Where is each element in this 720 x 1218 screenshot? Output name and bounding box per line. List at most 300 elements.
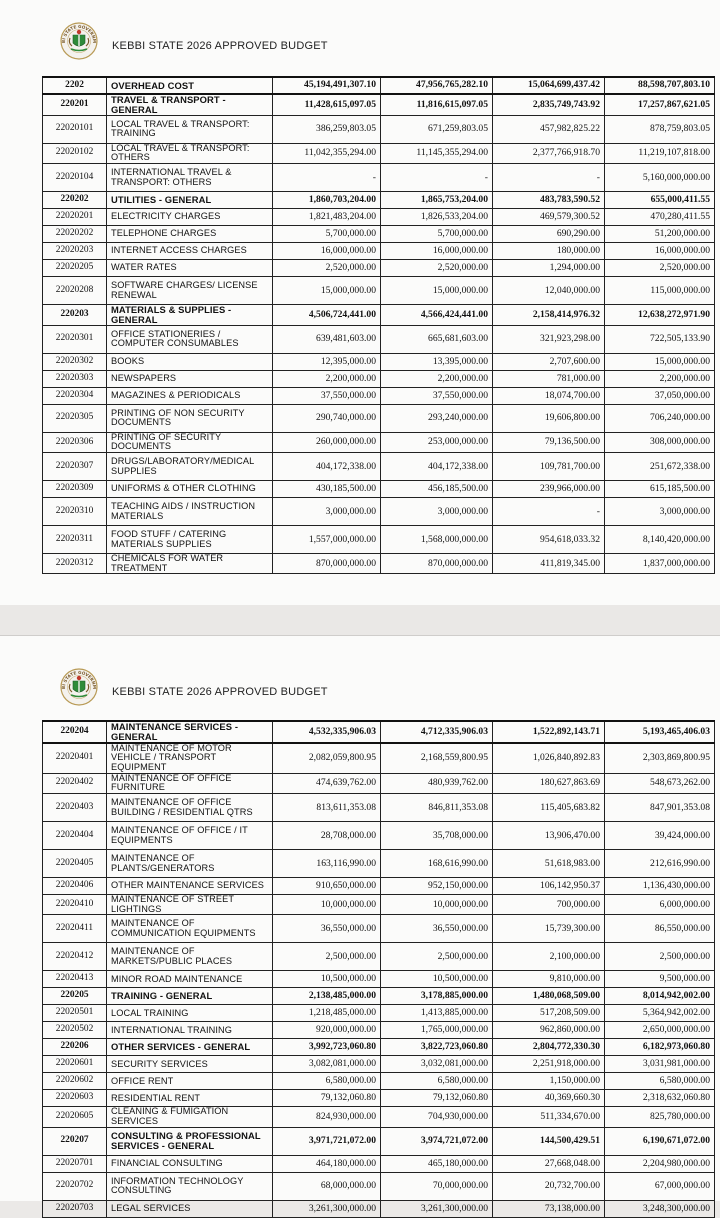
amount-cell: 1,480,068,509.00 [493, 988, 605, 1005]
amount-cell: 6,182,973,060.80 [605, 1039, 715, 1056]
amount-cell: 1,860,703,204.00 [273, 192, 381, 209]
table-row-heading [43, 305, 715, 326]
amount-cell: 962,860,000.00 [493, 1022, 605, 1039]
table-row [43, 1090, 715, 1107]
amount-cell: 12,040,000.00 [493, 277, 605, 305]
amount-cell: 106,142,950.37 [493, 878, 605, 895]
account-code-cell: 22020203 [43, 243, 107, 260]
amount-cell: 3,000,000.00 [605, 498, 715, 526]
amount-cell: 6,190,671,072.00 [605, 1127, 715, 1155]
description-cell: TEACHING AIDS / INSTRUCTION MATERIALS [107, 498, 273, 526]
account-code-cell: 22020701 [43, 1155, 107, 1172]
account-code-cell: 22020703 [43, 1200, 107, 1217]
amount-cell: 79,132,060.80 [381, 1090, 493, 1107]
amount-cell: 722,505,133.90 [605, 325, 715, 353]
table-row-heading [43, 721, 715, 743]
amount-cell: 15,000,000.00 [273, 277, 381, 305]
amount-cell: 3,992,723,060.80 [273, 1039, 381, 1056]
account-code-cell: 22020501 [43, 1005, 107, 1022]
amount-cell: 16,000,000.00 [273, 243, 381, 260]
description-cell: BOOKS [107, 353, 273, 370]
amount-cell: 15,000,000.00 [381, 277, 493, 305]
table-row [43, 1200, 715, 1217]
account-code-cell: 22020102 [43, 143, 107, 163]
amount-cell: 8,140,420,000.00 [605, 526, 715, 554]
amount-cell: 6,580,000.00 [605, 1073, 715, 1090]
table-row [43, 387, 715, 404]
table-row [43, 453, 715, 481]
table-row [43, 743, 715, 773]
account-code-cell: 22020312 [43, 554, 107, 574]
table-row [43, 370, 715, 387]
amount-cell: 68,000,000.00 [273, 1172, 381, 1200]
account-code-cell: 22020413 [43, 971, 107, 988]
kebbi-state-seal-icon [58, 18, 100, 60]
budget-table [42, 76, 715, 574]
table-row [43, 1005, 715, 1022]
amount-cell: 2,835,749,743.92 [493, 94, 605, 115]
amount-cell: 1,826,533,204.00 [381, 209, 493, 226]
amount-cell: 706,240,000.00 [605, 404, 715, 432]
amount-cell: 4,566,424,441.00 [381, 305, 493, 326]
amount-cell: 10,000,000.00 [381, 895, 493, 915]
amount-cell: 639,481,603.00 [273, 325, 381, 353]
account-code-cell: 22020307 [43, 453, 107, 481]
amount-cell: 5,160,000,000.00 [605, 164, 715, 192]
amount-cell: 825,780,000.00 [605, 1107, 715, 1127]
amount-cell: 2,251,918,000.00 [493, 1056, 605, 1073]
table-row [43, 481, 715, 498]
description-cell: NEWSPAPERS [107, 370, 273, 387]
amount-cell: 4,712,335,906.03 [381, 721, 493, 743]
description-cell: CLEANING & FUMIGATION SERVICES [107, 1107, 273, 1127]
amount-cell: 5,700,000.00 [381, 226, 493, 243]
amount-cell: 1,294,000.00 [493, 260, 605, 277]
page-title: KEBBI STATE 2026 APPROVED BUDGET [112, 40, 328, 52]
description-cell: FOOD STUFF / CATERING MATERIALS SUPPLIES [107, 526, 273, 554]
account-code-cell: 22020603 [43, 1090, 107, 1107]
budget-table-body [43, 77, 715, 574]
description-cell: OVERHEAD COST [107, 77, 273, 94]
amount-cell: 1,837,000,000.00 [605, 554, 715, 574]
amount-cell: 3,822,723,060.80 [381, 1039, 493, 1056]
amount-cell: 20,732,700.00 [493, 1172, 605, 1200]
table-row-heading [43, 1039, 715, 1056]
amount-cell: 6,580,000.00 [381, 1073, 493, 1090]
amount-cell: 1,821,483,204.00 [273, 209, 381, 226]
amount-cell: 511,334,670.00 [493, 1107, 605, 1127]
table-row [43, 498, 715, 526]
amount-cell: 2,158,414,976.32 [493, 305, 605, 326]
page-title: KEBBI STATE 2026 APPROVED BUDGET [112, 686, 328, 698]
amount-cell: 952,150,000.00 [381, 878, 493, 895]
account-code-cell: 22020404 [43, 822, 107, 850]
amount-cell: 86,550,000.00 [605, 915, 715, 943]
table-row [43, 971, 715, 988]
table-row [43, 143, 715, 163]
page-header [0, 0, 720, 70]
amount-cell: 45,194,491,307.10 [273, 77, 381, 94]
description-cell: MAINTENANCE SERVICES - GENERAL [107, 721, 273, 743]
amount-cell: 704,930,000.00 [381, 1107, 493, 1127]
amount-cell: 2,303,869,800.95 [605, 743, 715, 773]
account-code-cell: 22020402 [43, 773, 107, 793]
table-row [43, 1155, 715, 1172]
amount-cell: 430,185,500.00 [273, 481, 381, 498]
amount-cell: 2,200,000.00 [605, 370, 715, 387]
description-cell: PRINTING OF SECURITY DOCUMENTS [107, 432, 273, 452]
description-cell: MAINTENANCE OF COMMUNICATION EQUIPMENTS [107, 915, 273, 943]
description-cell: TRAINING - GENERAL [107, 988, 273, 1005]
description-cell: CHEMICALS FOR WATER TREATMENT [107, 554, 273, 574]
amount-cell: 79,136,500.00 [493, 432, 605, 452]
amount-cell: 321,923,298.00 [493, 325, 605, 353]
amount-cell: 67,000,000.00 [605, 1172, 715, 1200]
amount-cell: 1,026,840,892.83 [493, 743, 605, 773]
amount-cell: 10,500,000.00 [381, 971, 493, 988]
amount-cell: 109,781,700.00 [493, 453, 605, 481]
amount-cell: 16,000,000.00 [605, 243, 715, 260]
account-code-cell: 220207 [43, 1127, 107, 1155]
table-row [43, 115, 715, 143]
amount-cell: 6,000,000.00 [605, 895, 715, 915]
amount-cell: 12,638,272,971.90 [605, 305, 715, 326]
amount-cell: 144,500,429.51 [493, 1127, 605, 1155]
amount-cell: 1,568,000,000.00 [381, 526, 493, 554]
amount-cell: 212,616,990.00 [605, 850, 715, 878]
description-cell: SECURITY SERVICES [107, 1056, 273, 1073]
amount-cell: 2,168,559,800.95 [381, 743, 493, 773]
description-cell: LOCAL TRAVEL & TRANSPORT: TRAINING [107, 115, 273, 143]
description-cell: INTERNATIONAL TRAVEL & TRANSPORT: OTHERS [107, 164, 273, 192]
table-row [43, 164, 715, 192]
account-code-cell: 22020205 [43, 260, 107, 277]
amount-cell: 2,520,000.00 [273, 260, 381, 277]
amount-cell: 671,259,803.05 [381, 115, 493, 143]
seal-caption: BI STATE GOVERNM [60, 23, 98, 44]
table-row [43, 915, 715, 943]
amount-cell: 548,673,262.00 [605, 773, 715, 793]
amount-cell: 115,405,683.82 [493, 794, 605, 822]
description-cell: LEGAL SERVICES [107, 1200, 273, 1217]
account-code-cell: 22020601 [43, 1056, 107, 1073]
account-code-cell: 220204 [43, 721, 107, 743]
amount-cell: 180,000.00 [493, 243, 605, 260]
amount-cell: 3,082,081,000.00 [273, 1056, 381, 1073]
description-cell: MAINTENANCE OF OFFICE BUILDING / RESIDENTIAL QTRS [107, 794, 273, 822]
description-cell: FINANCIAL CONSULTING [107, 1155, 273, 1172]
amount-cell: 483,783,590.52 [493, 192, 605, 209]
amount-cell: 9,810,000.00 [493, 971, 605, 988]
table-row-heading [43, 94, 715, 115]
amount-cell: 11,428,615,097.05 [273, 94, 381, 115]
amount-cell: - [493, 164, 605, 192]
table-row [43, 404, 715, 432]
account-code-cell: 22020202 [43, 226, 107, 243]
table-row [43, 1107, 715, 1127]
amount-cell: 2,520,000.00 [381, 260, 493, 277]
description-cell: MATERIALS & SUPPLIES - GENERAL [107, 305, 273, 326]
amount-cell: 163,116,990.00 [273, 850, 381, 878]
amount-cell: 27,668,048.00 [493, 1155, 605, 1172]
amount-cell: 260,000,000.00 [273, 432, 381, 452]
amount-cell: 11,816,615,097.05 [381, 94, 493, 115]
amount-cell: 3,971,721,072.00 [273, 1127, 381, 1155]
amount-cell: 13,906,470.00 [493, 822, 605, 850]
page-header [0, 636, 720, 706]
amount-cell: 2,138,485,000.00 [273, 988, 381, 1005]
amount-cell: 168,616,990.00 [381, 850, 493, 878]
account-code-cell: 22020311 [43, 526, 107, 554]
description-cell: LOCAL TRAINING [107, 1005, 273, 1022]
amount-cell: 9,500,000.00 [605, 971, 715, 988]
amount-cell: 251,672,338.00 [605, 453, 715, 481]
description-cell: OTHER SERVICES - GENERAL [107, 1039, 273, 1056]
description-cell: RESIDENTIAL RENT [107, 1090, 273, 1107]
description-cell: LOCAL TRAVEL & TRANSPORT: OTHERS [107, 143, 273, 163]
amount-cell: 3,261,300,000.00 [381, 1200, 493, 1217]
amount-cell: 2,650,000,000.00 [605, 1022, 715, 1039]
amount-cell: 5,700,000.00 [273, 226, 381, 243]
amount-cell: 954,618,033.32 [493, 526, 605, 554]
amount-cell: 910,650,000.00 [273, 878, 381, 895]
account-code-cell: 22020306 [43, 432, 107, 452]
description-cell: MAINTENANCE OF MARKETS/PUBLIC PLACES [107, 943, 273, 971]
table-row [43, 895, 715, 915]
amount-cell: 3,178,885,000.00 [381, 988, 493, 1005]
table-row [43, 209, 715, 226]
amount-cell: 2,377,766,918.70 [493, 143, 605, 163]
amount-cell: 3,261,300,000.00 [273, 1200, 381, 1217]
amount-cell: 11,145,355,294.00 [381, 143, 493, 163]
description-cell: OFFICE STATIONERIES / COMPUTER CONSUMABLES [107, 325, 273, 353]
description-cell: ELECTRICITY CHARGES [107, 209, 273, 226]
amount-cell: 12,395,000.00 [273, 353, 381, 370]
amount-cell: 17,257,867,621.05 [605, 94, 715, 115]
table-row [43, 1073, 715, 1090]
amount-cell: 2,204,980,000.00 [605, 1155, 715, 1172]
amount-cell: 824,930,000.00 [273, 1107, 381, 1127]
amount-cell: 470,280,411.55 [605, 209, 715, 226]
table-row [43, 554, 715, 574]
table-row [43, 325, 715, 353]
amount-cell: 3,000,000.00 [381, 498, 493, 526]
amount-cell: 846,811,353.08 [381, 794, 493, 822]
amount-cell: 457,982,825.22 [493, 115, 605, 143]
table-row-heading [43, 1127, 715, 1155]
amount-cell: 2,500,000.00 [605, 943, 715, 971]
amount-cell: 308,000,000.00 [605, 432, 715, 452]
amount-cell: 253,000,000.00 [381, 432, 493, 452]
table-row [43, 432, 715, 452]
budget-table-body [43, 721, 715, 1217]
amount-cell: 18,074,700.00 [493, 387, 605, 404]
amount-cell: 1,150,000.00 [493, 1073, 605, 1090]
amount-cell: 813,611,353.08 [273, 794, 381, 822]
amount-cell: 2,200,000.00 [273, 370, 381, 387]
account-code-cell: 22020302 [43, 353, 107, 370]
amount-cell: - [381, 164, 493, 192]
amount-cell: 411,819,345.00 [493, 554, 605, 574]
description-cell: PRINTING OF NON SECURITY DOCUMENTS [107, 404, 273, 432]
amount-cell: 51,618,983.00 [493, 850, 605, 878]
amount-cell: 2,082,059,800.95 [273, 743, 381, 773]
amount-cell: 615,185,500.00 [605, 481, 715, 498]
account-code-cell: 220205 [43, 988, 107, 1005]
budget-page-1 [0, 0, 720, 605]
description-cell: MAINTENANCE OF PLANTS/GENERATORS [107, 850, 273, 878]
amount-cell: 180,627,863.69 [493, 773, 605, 793]
table-row [43, 794, 715, 822]
amount-cell: 3,031,981,000.00 [605, 1056, 715, 1073]
amount-cell: 3,974,721,072.00 [381, 1127, 493, 1155]
amount-cell: 3,248,300,000.00 [605, 1200, 715, 1217]
amount-cell: 386,259,803.05 [273, 115, 381, 143]
description-cell: MAINTENANCE OF STREET LIGHTINGS [107, 895, 273, 915]
amount-cell: 36,550,000.00 [273, 915, 381, 943]
account-code-cell: 22020301 [43, 325, 107, 353]
amount-cell: 15,064,699,437.42 [493, 77, 605, 94]
description-cell: MAINTENANCE OF OFFICE / IT EQUIPMENTS [107, 822, 273, 850]
account-code-cell: 220202 [43, 192, 107, 209]
amount-cell: 11,219,107,818.00 [605, 143, 715, 163]
amount-cell: 293,240,000.00 [381, 404, 493, 432]
amount-cell: 2,500,000.00 [273, 943, 381, 971]
amount-cell: 465,180,000.00 [381, 1155, 493, 1172]
table-row [43, 243, 715, 260]
description-cell: OTHER MAINTENANCE SERVICES [107, 878, 273, 895]
amount-cell: 3,032,081,000.00 [381, 1056, 493, 1073]
amount-cell: 404,172,338.00 [273, 453, 381, 481]
table-row [43, 260, 715, 277]
table-row [43, 277, 715, 305]
account-code-cell: 22020405 [43, 850, 107, 878]
account-code-cell: 22020201 [43, 209, 107, 226]
amount-cell: 13,395,000.00 [381, 353, 493, 370]
amount-cell: 51,200,000.00 [605, 226, 715, 243]
amount-cell: 4,532,335,906.03 [273, 721, 381, 743]
seal-caption: BI STATE GOVERNM [60, 669, 98, 690]
description-cell: MAGAZINES & PERIODICALS [107, 387, 273, 404]
kebbi-state-seal-icon [58, 664, 100, 706]
amount-cell: 39,424,000.00 [605, 822, 715, 850]
description-cell: WATER RATES [107, 260, 273, 277]
amount-cell: 878,759,803.05 [605, 115, 715, 143]
budget-page-2 [0, 635, 720, 1214]
amount-cell: 474,639,762.00 [273, 773, 381, 793]
account-code-cell: 220203 [43, 305, 107, 326]
account-code-cell: 22020605 [43, 1107, 107, 1127]
amount-cell: 40,369,660.30 [493, 1090, 605, 1107]
table-row [43, 850, 715, 878]
amount-cell: 10,500,000.00 [273, 971, 381, 988]
table-row-heading [43, 988, 715, 1005]
amount-cell: 1,865,753,204.00 [381, 192, 493, 209]
amount-cell: 469,579,300.52 [493, 209, 605, 226]
amount-cell: 47,956,765,282.10 [381, 77, 493, 94]
amount-cell: 16,000,000.00 [381, 243, 493, 260]
account-code-cell: 22020502 [43, 1022, 107, 1039]
description-cell: TELEPHONE CHARGES [107, 226, 273, 243]
account-code-cell: 22020401 [43, 743, 107, 773]
account-code-cell: 22020304 [43, 387, 107, 404]
amount-cell: 28,708,000.00 [273, 822, 381, 850]
table-row [43, 822, 715, 850]
amount-cell: 15,739,300.00 [493, 915, 605, 943]
amount-cell: 37,550,000.00 [381, 387, 493, 404]
description-cell: DRUGS/LABORATORY/MEDICAL SUPPLIES [107, 453, 273, 481]
amount-cell: 3,000,000.00 [273, 498, 381, 526]
amount-cell: 2,318,632,060.80 [605, 1090, 715, 1107]
account-code-cell: 22020309 [43, 481, 107, 498]
amount-cell: 73,138,000.00 [493, 1200, 605, 1217]
description-cell: INTERNATIONAL TRAINING [107, 1022, 273, 1039]
table-row [43, 1056, 715, 1073]
amount-cell: 79,132,060.80 [273, 1090, 381, 1107]
amount-cell: 290,740,000.00 [273, 404, 381, 432]
amount-cell: 2,500,000.00 [381, 943, 493, 971]
account-code-cell: 220206 [43, 1039, 107, 1056]
amount-cell: 2,804,772,330.30 [493, 1039, 605, 1056]
amount-cell: 10,000,000.00 [273, 895, 381, 915]
description-cell: SOFTWARE CHARGES/ LICENSE RENEWAL [107, 277, 273, 305]
amount-cell: 655,000,411.55 [605, 192, 715, 209]
amount-cell: 36,550,000.00 [381, 915, 493, 943]
amount-cell: 781,000.00 [493, 370, 605, 387]
account-code-cell: 22020411 [43, 915, 107, 943]
account-code-cell: 22020208 [43, 277, 107, 305]
table-row-heading [43, 77, 715, 94]
account-code-cell: 22020403 [43, 794, 107, 822]
table-row [43, 353, 715, 370]
description-cell: TRAVEL & TRANSPORT - GENERAL [107, 94, 273, 115]
description-cell: INTERNET ACCESS CHARGES [107, 243, 273, 260]
amount-cell: 5,193,465,406.03 [605, 721, 715, 743]
amount-cell: 690,290.00 [493, 226, 605, 243]
description-cell: CONSULTING & PROFESSIONAL SERVICES - GENERAL [107, 1127, 273, 1155]
amount-cell: 115,000,000.00 [605, 277, 715, 305]
account-code-cell: 22020602 [43, 1073, 107, 1090]
account-code-cell: 22020104 [43, 164, 107, 192]
amount-cell: 517,208,509.00 [493, 1005, 605, 1022]
amount-cell: 2,100,000.00 [493, 943, 605, 971]
amount-cell: 1,413,885,000.00 [381, 1005, 493, 1022]
budget-table [42, 720, 715, 1218]
description-cell: MAINTENANCE OF OFFICE FURNITURE [107, 773, 273, 793]
amount-cell: 404,172,338.00 [381, 453, 493, 481]
amount-cell: 37,050,000.00 [605, 387, 715, 404]
amount-cell: 4,506,724,441.00 [273, 305, 381, 326]
amount-cell: 37,550,000.00 [273, 387, 381, 404]
table-row [43, 1022, 715, 1039]
account-code-cell: 22020101 [43, 115, 107, 143]
amount-cell: 700,000.00 [493, 895, 605, 915]
table-row [43, 226, 715, 243]
account-code-cell: 22020303 [43, 370, 107, 387]
description-cell: UNIFORMS & OTHER CLOTHING [107, 481, 273, 498]
amount-cell: 1,522,892,143.71 [493, 721, 605, 743]
amount-cell: 19,606,800.00 [493, 404, 605, 432]
amount-cell: 35,708,000.00 [381, 822, 493, 850]
account-code-cell: 22020310 [43, 498, 107, 526]
account-code-cell: 22020412 [43, 943, 107, 971]
amount-cell: 1,218,485,000.00 [273, 1005, 381, 1022]
amount-cell: 464,180,000.00 [273, 1155, 381, 1172]
table-row [43, 526, 715, 554]
table-row-heading [43, 192, 715, 209]
amount-cell: 870,000,000.00 [273, 554, 381, 574]
amount-cell: 5,364,942,002.00 [605, 1005, 715, 1022]
